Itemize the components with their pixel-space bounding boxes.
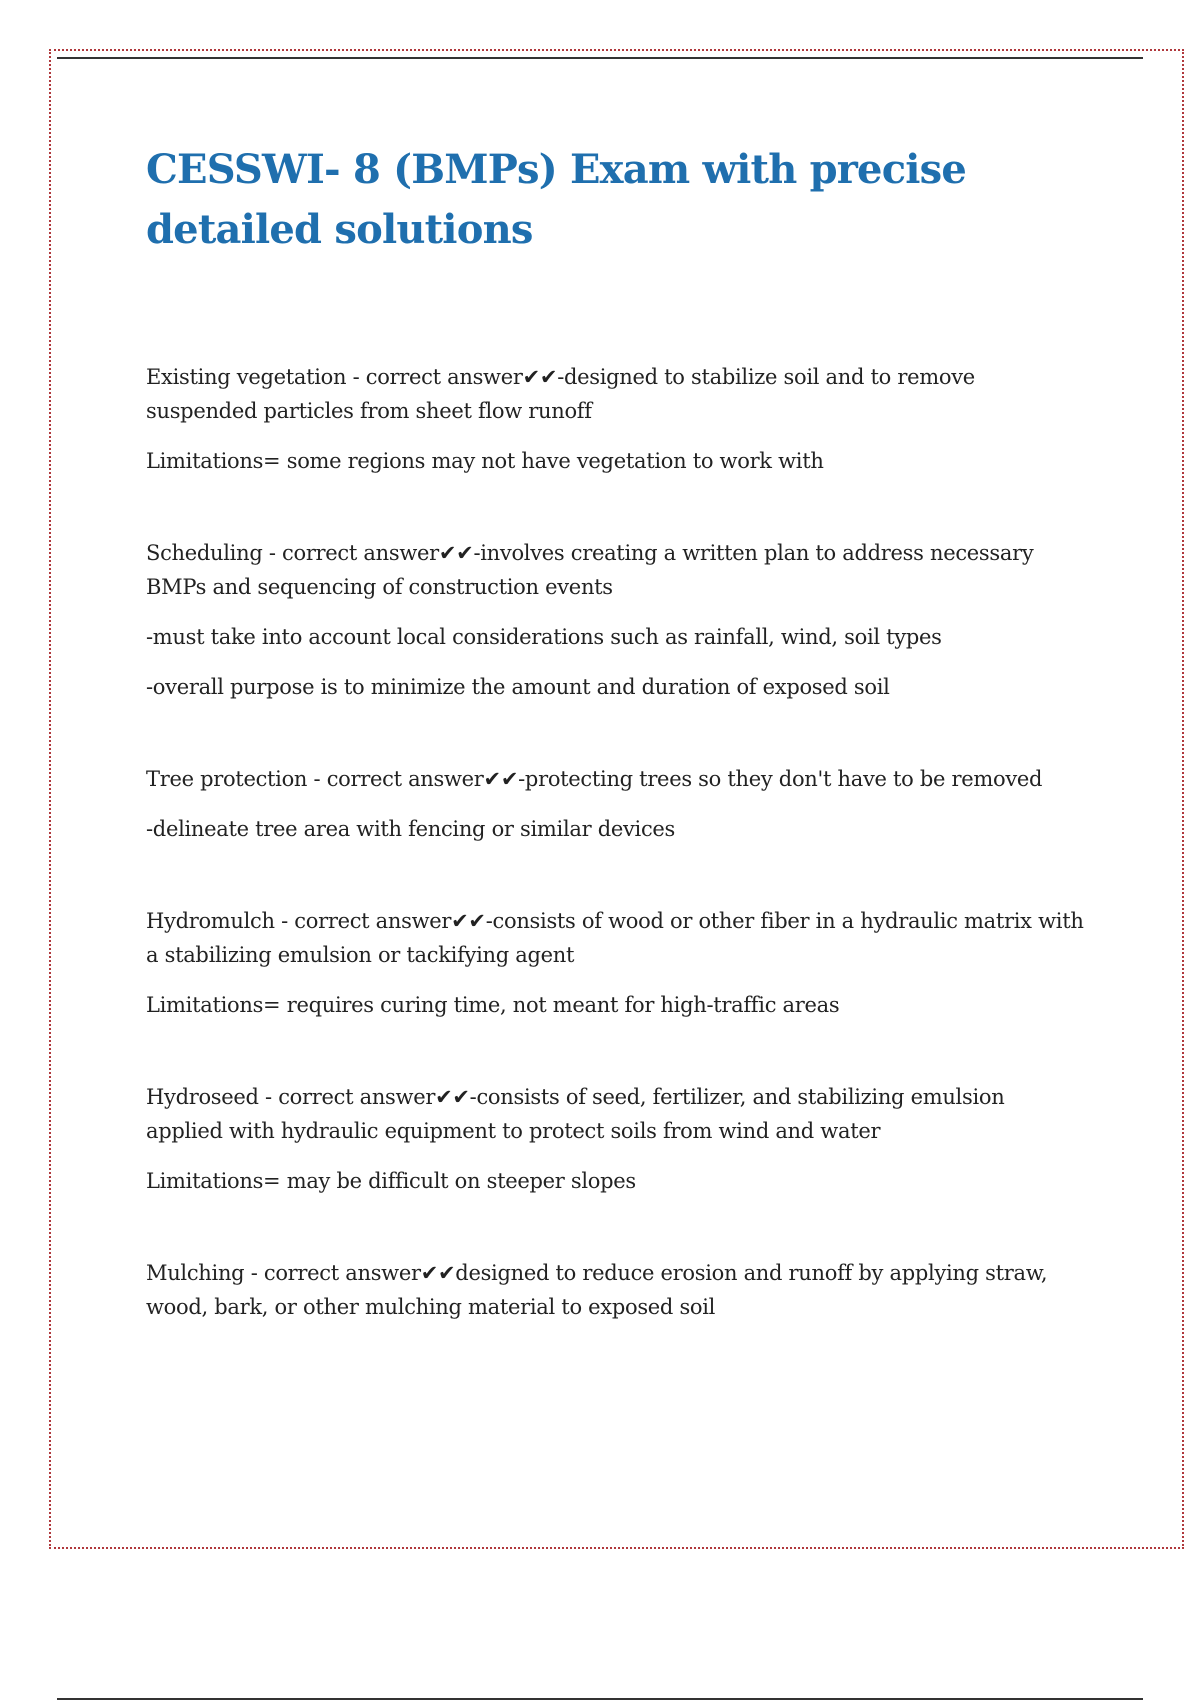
document-title: CESSWI- 8 (BMPs) Exam with precise detailed solutions [146,146,967,253]
entry-mulching [146,1256,1086,1324]
entry-note: -delineate tree area with fencing or similar devices [146,817,676,841]
entry-note: -overall purpose is to minimize the amount and duration of exposed soil [146,675,890,699]
entry-hydromulch [146,904,1086,1022]
document-body [146,140,1086,1382]
entry-scheduling [146,536,1086,704]
entry-definition: Existing vegetation - correct answer✔✔-designed to stabilize soil and to remove suspended particles from sheet flow runoff [146,365,975,423]
entry-existing-vegetation [146,360,1086,478]
entry-note: Limitations= requires curing time, not meant for high-traffic areas [146,993,840,1017]
entry-note: -must take into account local considerations such as rainfall, wind, soil types [146,625,942,649]
entry-tree-protection [146,762,1086,846]
entry-definition: Mulching - correct answer✔✔designed to reduce erosion and runoff by applying straw, wood, bark, or other mulching material to exposed soil [146,1261,1048,1319]
entry-note: Limitations= some regions may not have vegetation to work with [146,449,824,473]
entry-definition: Hydromulch - correct answer✔✔-consists of wood or other fiber in a hydraulic matrix with a stabilizing emulsion or tackifying agent [146,909,1084,967]
entry-definition: Scheduling - correct answer✔✔-involves creating a written plan to address necessary BMPs and sequencing of construction events [146,541,1034,599]
header-rule [57,57,1143,59]
entry-definition: Tree protection - correct answer✔✔-protecting trees so they don't have to be removed [146,767,1043,791]
entry-definition: Hydroseed - correct answer✔✔-consists of seed, fertilizer, and stabilizing emulsion applied with hydraulic equipment to protect soils from wind and water [146,1085,1005,1143]
entry-note: Limitations= may be difficult on steeper slopes [146,1169,636,1193]
entry-hydroseed [146,1080,1086,1198]
entries-list [146,360,1086,1324]
